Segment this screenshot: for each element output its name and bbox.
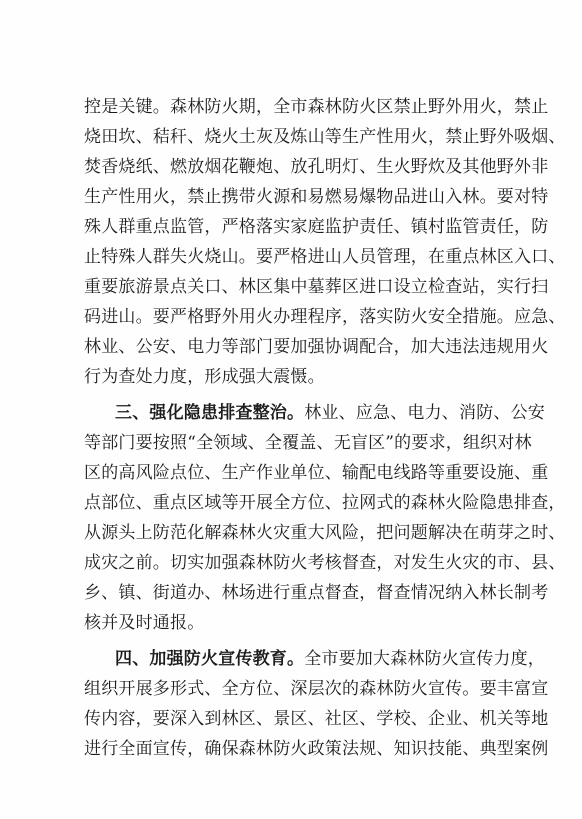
text-line: 行为查处力度，形成强大震慑。 [84, 367, 325, 387]
text-line: 焚香烧纸、燃放烟花鞭炮、放孔明灯、生火野炊及其他野外非 [84, 157, 549, 177]
text-line: 进行全面宣传，确保森林防火政策法规、知识技能、典型案例 [84, 739, 549, 759]
text-line: 区的高风险点位、生产作业单位、输配电线路等重要设施、重 [84, 463, 549, 483]
section-3-first-text: 林业、应急、电力、消防、公安 [304, 403, 546, 423]
text-line: 点部位、重点区域等开展全方位、拉网式的森林火险隐患排查， [84, 493, 566, 513]
text-line: 止特殊人群失火烧山。要严格进山人员管理，在重点林区入口、 [84, 247, 566, 267]
text-line: 传内容，要深入到林区、景区、社区、学校、企业、机关等地 [84, 709, 549, 729]
section-4-heading: 四、加强防火宣传教育。 [115, 649, 305, 669]
text-line: 组织开展多形式、全方位、深层次的森林防火宣传。要丰富宣 [84, 679, 549, 699]
text-line: 殊人群重点监管，严格落实家庭监护责任、镇村监管责任，防 [84, 217, 549, 237]
section-3-first-line [84, 398, 546, 428]
text-line: 等部门要按照“全领域、全覆盖、无盲区”的要求，组织对林 [84, 433, 532, 453]
document-body [84, 92, 566, 764]
text-line: 乡、镇、街道办、林场进行重点督查，督查情况纳入林长制考 [84, 583, 549, 603]
text-line: 核并及时通报。 [84, 613, 205, 633]
text-line: 重要旅游景点关口、林区集中墓葬区进口设立检查站，实行扫 [84, 277, 549, 297]
text-line: 从源头上防范化解森林火灾重大风险，把问题解决在萌芽之时、 [84, 523, 566, 543]
text-line: 林业、公安、电力等部门要加强协调配合，加大违法违规用火 [84, 337, 549, 357]
text-line: 烧田坎、秸秆、烧火土灰及炼山等生产性用火，禁止野外吸烟、 [84, 127, 566, 147]
section-4-first-text: 全市要加大森林防火宣传力度， [304, 649, 546, 669]
section-3-heading: 三、强化隐患排查整治。 [115, 403, 305, 423]
text-line: 码进山。要严格野外用火办理程序，落实防火安全措施。应急、 [84, 307, 566, 327]
text-line: 生产性用火，禁止携带火源和易燃易爆物品进山入林。要对特 [84, 187, 549, 207]
text-line: 成灾之前。切实加强森林防火考核督查，对发生火灾的市、县、 [84, 553, 566, 573]
text-line: 控是关键。森林防火期，全市森林防火区禁止野外用火，禁止 [84, 97, 549, 117]
section-4-first-line [84, 644, 546, 674]
